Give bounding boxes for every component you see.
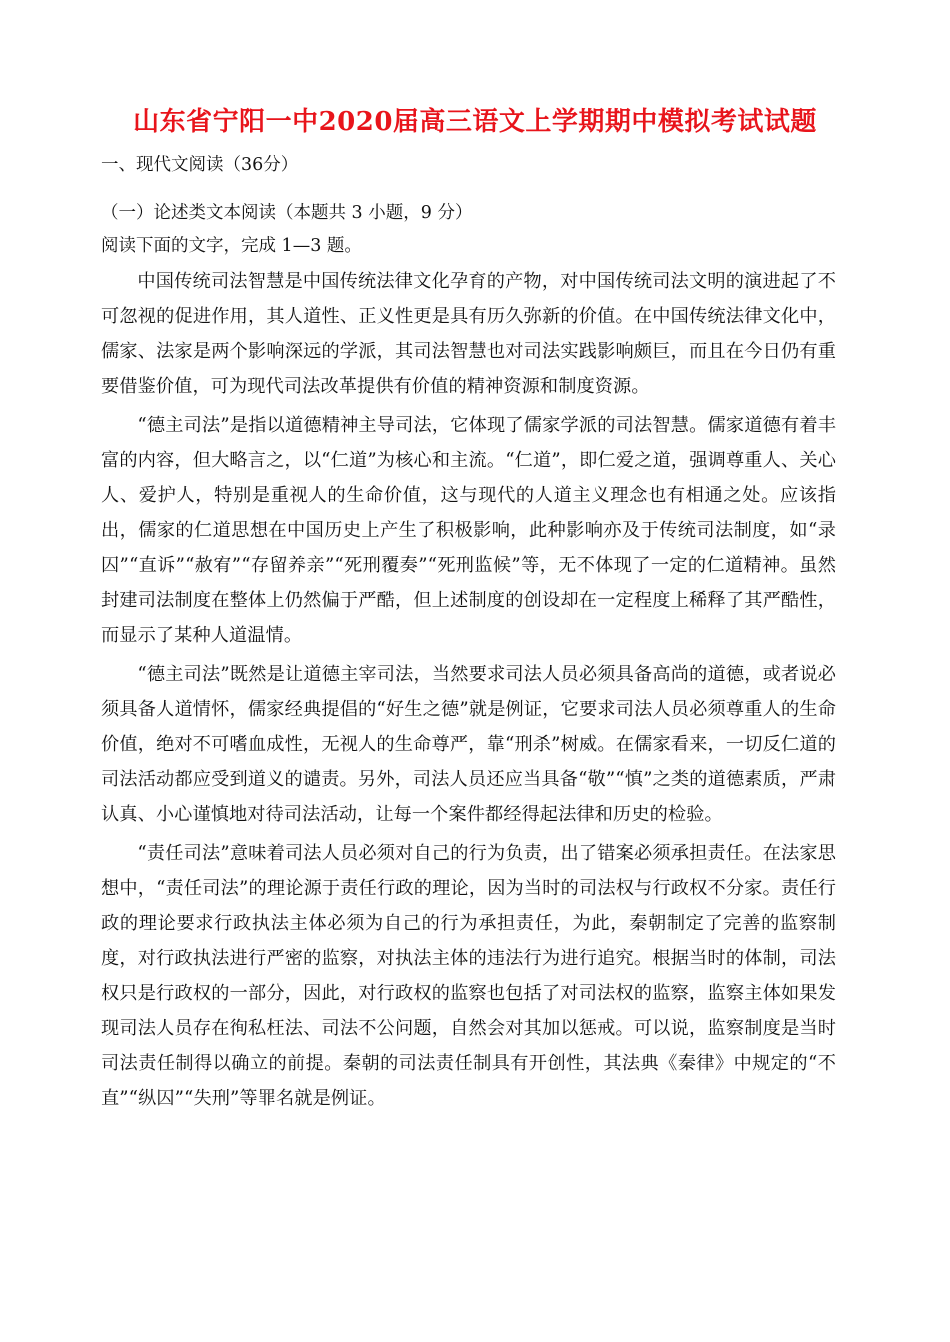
paragraph: 中国传统司法智慧是中国传统法律文化孕育的产物，对中国传统司法文明的演进起了不可忽视的促进作用，其人道性、正义性更是具有历久弥新的价值。在中国传统法律文化中，儒家、法家是两个影响深远的学派，其司法智慧也对司法实践影响颇巨，而且在今日仍有重要借鉴价值，可为现代司法改革提供有价值的精神资源和制度资源。 xyxy=(101,271,836,397)
paragraph: “责任司法”意味着司法人员必须对自己的行为负责，出了错案必须承担责任。在法家思想中，“责任司法”的理论源于责任行政的理论，因为当时的司法权与行政权不分家。责任行政的理论要求行政执法主体必须为自己的行为承担责任，为此，秦朝制定了完善的监察制度，对行政执法进行严密的监察，对执法主体的违法行为进行追究。根据当时的体制，司法权只是行政权的一部分，因此，对行政权的监察也包括了对司法权的监察，监察主体如果发现司法人员存在徇私枉法、司法不公问题，自然会对其加以惩戒。可以说，监察制度是当时司法责任制得以确立的前提。秦朝的司法责任制具有开创性，其法典《秦律》中规定的“不直”“纵囚”“失刑”等罪名就是例证。 xyxy=(101,843,836,1109)
section-heading: 一、现代文阅读（36分） xyxy=(101,155,299,175)
document-title: 山东省宁阳一中2020届高三语文上学期期中模拟考试试题 xyxy=(133,107,817,137)
article-body xyxy=(101,264,836,1120)
reading-instruction: 阅读下面的文字，完成 1—3 题。 xyxy=(101,236,362,256)
paragraph: “德主司法”既然是让道德主宰司法，当然要求司法人员必须具备高尚的道德，或者说必须具备人道情怀，儒家经典提倡的“好生之德”就是例证，它要求司法人员必须尊重人的生命价值，绝对不可嗜血成性，无视人的生命尊严，靠“刑杀”树威。在儒家看来，一切反仁道的司法活动都应受到道义的谴责。另外，司法人员还应当具备“敬”“慎”之类的道德素质，严肃认真、小心谨慎地对待司法活动，让每一个案件都经得起法律和历史的检验。 xyxy=(101,664,836,825)
paragraph: “德主司法”是指以道德精神主导司法，它体现了儒家学派的司法智慧。儒家道德有着丰富的内容，但大略言之，以“仁道”为核心和主流。“仁道”，即仁爱之道，强调尊重人、关心人、爱护人，特别是重视人的生命价值，这与现代的人道主义理念也有相通之处。应该指出，儒家的仁道思想在中国历史上产生了积极影响，此种影响亦及于传统司法制度，如“录囚”“直诉”“赦宥”“存留养亲”“死刑覆奏”“死刑监候”等，无不体现了一定的仁道精神。虽然封建司法制度在整体上仍然偏于严酷，但上述制度的创设却在一定程度上稀释了其严酷性，而显示了某种人道温情。 xyxy=(101,415,836,646)
sub-heading: （一）论述类文本阅读（本题共 3 小题，9 分） xyxy=(101,203,473,223)
